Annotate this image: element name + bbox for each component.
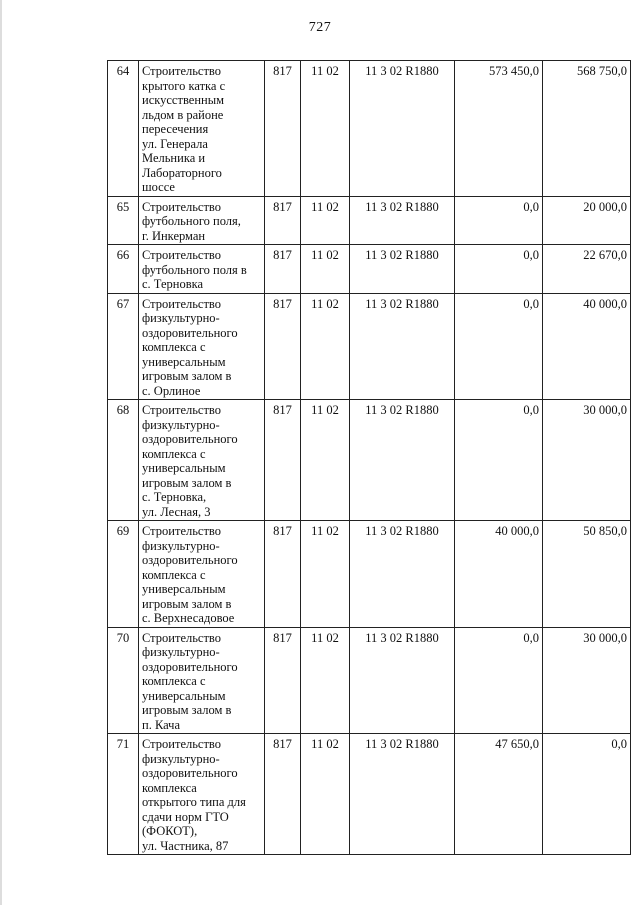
- object-name-line: Строительство: [142, 248, 222, 262]
- object-name-line: Строительство: [142, 630, 222, 645]
- section-code-cell: 11 02: [301, 521, 350, 628]
- object-name-line: г. Инкерман: [142, 228, 206, 243]
- object-name-line: искусственным: [142, 93, 225, 107]
- row-number-cell: 64: [108, 61, 139, 197]
- amount-first-cell: 0,0: [455, 627, 543, 734]
- grbs-code-cell: 817: [265, 521, 301, 628]
- object-name-line: комплекса с: [142, 446, 206, 461]
- object-name-line: Строительство: [142, 403, 222, 417]
- amount-first-cell: 0,0: [455, 400, 543, 521]
- amount-second-cell: 568 750,0: [543, 61, 631, 197]
- object-name-line: Строительство: [142, 199, 222, 214]
- object-name-line: универсальным: [142, 461, 226, 475]
- target-article-cell: 11 3 02 R1880: [350, 521, 455, 628]
- object-name-line: физкультурно-: [142, 417, 220, 432]
- object-name-line: Лабораторного: [142, 165, 222, 180]
- object-name-line: п. Кача: [142, 717, 180, 732]
- amount-second-cell: 0,0: [543, 734, 631, 855]
- section-code-cell: 11 02: [301, 400, 350, 521]
- table-row: [108, 61, 631, 197]
- object-name-line: оздоровительного: [142, 432, 238, 446]
- amount-first-cell: 0,0: [455, 196, 543, 245]
- object-name-line: игровым залом в: [142, 369, 232, 383]
- amount-second-cell: 30 000,0: [543, 627, 631, 734]
- object-name-line: физкультурно-: [142, 538, 220, 553]
- amount-second-cell: 20 000,0: [543, 196, 631, 245]
- object-name-line: комплекса с: [142, 674, 206, 688]
- object-name-line: игровым залом в: [142, 703, 232, 717]
- object-name-line: Мельника и: [142, 151, 206, 165]
- object-name-line: комплекса: [142, 780, 197, 795]
- object-name-line: футбольного поля,: [142, 214, 241, 228]
- budget-table: [107, 60, 631, 855]
- row-number-cell: 66: [108, 245, 139, 294]
- row-number-cell: 65: [108, 196, 139, 245]
- grbs-code-cell: 817: [265, 61, 301, 197]
- row-number-cell: 71: [108, 734, 139, 855]
- object-name-line: игровым залом в: [142, 475, 232, 490]
- object-name-line: ул. Генерала: [142, 136, 208, 151]
- row-number-cell: 67: [108, 293, 139, 400]
- object-name-line: комплекса с: [142, 340, 206, 354]
- object-name-line: с. Терновка,: [142, 490, 207, 504]
- amount-first-cell: 40 000,0: [455, 521, 543, 628]
- object-name-line: сдачи норм ГТО: [142, 809, 229, 824]
- target-article-cell: 11 3 02 R1880: [350, 293, 455, 400]
- table-row: [108, 400, 631, 521]
- object-name-line: крытого катка с: [142, 78, 226, 93]
- object-name-line: (ФОКОТ),: [142, 824, 198, 838]
- object-name-line: оздоровительного: [142, 553, 238, 567]
- object-name-line: физкультурно-: [142, 751, 220, 766]
- amount-second-cell: 40 000,0: [543, 293, 631, 400]
- object-name-line: ул. Лесная, 3: [142, 504, 211, 519]
- object-name-line: универсальным: [142, 354, 226, 369]
- object-name-cell: [139, 400, 265, 521]
- target-article-cell: 11 3 02 R1880: [350, 196, 455, 245]
- amount-first-cell: 0,0: [455, 245, 543, 294]
- object-name-line: универсальным: [142, 582, 226, 596]
- scan-edge: [0, 0, 2, 905]
- object-name-cell: [139, 196, 265, 245]
- object-name-cell: [139, 734, 265, 855]
- grbs-code-cell: 817: [265, 400, 301, 521]
- table-row: [108, 734, 631, 855]
- amount-second-cell: 30 000,0: [543, 400, 631, 521]
- section-code-cell: 11 02: [301, 245, 350, 294]
- object-name-cell: [139, 627, 265, 734]
- table-row: [108, 293, 631, 400]
- object-name-line: физкультурно-: [142, 645, 220, 659]
- target-article-cell: 11 3 02 R1880: [350, 734, 455, 855]
- object-name-line: Строительство: [142, 524, 222, 538]
- page-number: 727: [308, 20, 332, 35]
- table-body: [108, 61, 631, 855]
- object-name-line: Строительство: [142, 64, 222, 78]
- object-name-line: Строительство: [142, 296, 222, 311]
- object-name-line: Строительство: [142, 737, 222, 751]
- amount-second-cell: 50 850,0: [543, 521, 631, 628]
- table-row: [108, 196, 631, 245]
- object-name-line: физкультурно-: [142, 311, 220, 325]
- object-name-cell: [139, 61, 265, 197]
- row-number-cell: 69: [108, 521, 139, 628]
- grbs-code-cell: 817: [265, 245, 301, 294]
- object-name-line: оздоровительного: [142, 325, 238, 340]
- grbs-code-cell: 817: [265, 293, 301, 400]
- section-code-cell: 11 02: [301, 61, 350, 197]
- amount-first-cell: 573 450,0: [455, 61, 543, 197]
- grbs-code-cell: 817: [265, 196, 301, 245]
- object-name-line: игровым залом в: [142, 596, 232, 611]
- object-name-line: оздоровительного: [142, 766, 238, 780]
- table-row: [108, 627, 631, 734]
- grbs-code-cell: 817: [265, 734, 301, 855]
- target-article-cell: 11 3 02 R1880: [350, 245, 455, 294]
- amount-first-cell: 47 650,0: [455, 734, 543, 855]
- object-name-line: футбольного поля в: [142, 262, 247, 277]
- object-name-line: пересечения: [142, 122, 209, 136]
- object-name-line: комплекса с: [142, 567, 206, 582]
- table-row: [108, 521, 631, 628]
- object-name-cell: [139, 293, 265, 400]
- row-number-cell: 68: [108, 400, 139, 521]
- target-article-cell: 11 3 02 R1880: [350, 627, 455, 734]
- object-name-line: ул. Частника, 87: [142, 838, 229, 853]
- section-code-cell: 11 02: [301, 627, 350, 734]
- object-name-line: шоссе: [142, 180, 175, 194]
- object-name-line: оздоровительного: [142, 659, 238, 674]
- amount-first-cell: 0,0: [455, 293, 543, 400]
- target-article-cell: 11 3 02 R1880: [350, 400, 455, 521]
- section-code-cell: 11 02: [301, 293, 350, 400]
- grbs-code-cell: 817: [265, 627, 301, 734]
- object-name-line: с. Терновка: [142, 277, 204, 291]
- object-name-cell: [139, 245, 265, 294]
- object-name-line: льдом в районе: [142, 107, 224, 122]
- table-row: [108, 245, 631, 294]
- amount-second-cell: 22 670,0: [543, 245, 631, 294]
- object-name-line: с. Орлиное: [142, 383, 201, 398]
- object-name-cell: [139, 521, 265, 628]
- object-name-line: универсальным: [142, 688, 226, 703]
- row-number-cell: 70: [108, 627, 139, 734]
- section-code-cell: 11 02: [301, 196, 350, 245]
- object-name-line: с. Верхнесадовое: [142, 611, 235, 625]
- section-code-cell: 11 02: [301, 734, 350, 855]
- target-article-cell: 11 3 02 R1880: [350, 61, 455, 197]
- object-name-line: открытого типа для: [142, 795, 246, 809]
